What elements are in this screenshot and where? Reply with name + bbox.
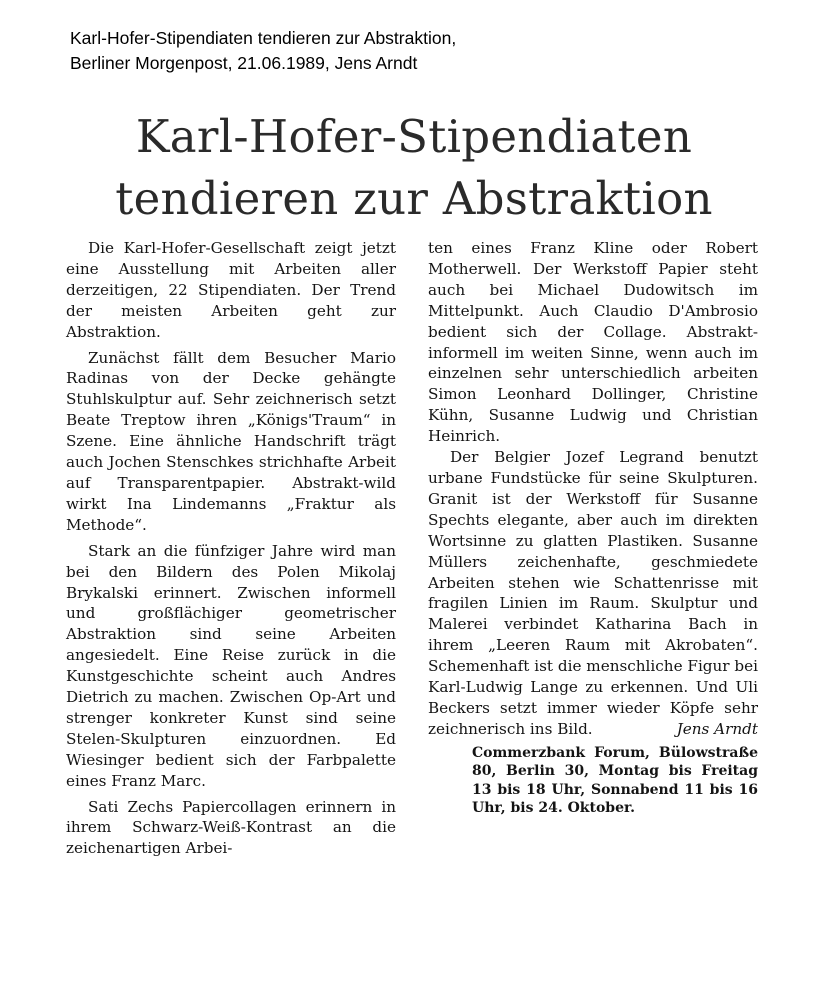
exhibition-info: Commerzbank Forum, Bülowstraße 80, Berlin 30, Montag bis Freitag 13 bis 18 Uhr, Sonnabend 11 bis 16 Uhr, bis 24. Oktober. <box>472 744 758 817</box>
article-paragraph: Stark an die fünfziger Jahre wird man bei den Bildern des Polen Mikolaj Brykalski erinnert. Zwischen informell und großflächiger geometrischer Abstraktion sind seine Arbeiten angesiedelt. Eine Reise zurück in die Kunstgeschichte scheint auch Andres Dietrich zu machen. Zwischen Op-Art und strenger konkreter Kunst sind seine Stelen-Skulpturen einzuordnen. Ed Wiesinger bedient sich der Farbpalette eines Franz Marc. <box>66 541 396 790</box>
article-column-left <box>66 238 396 859</box>
article-paragraph: ten eines Franz Kline oder Robert Motherwell. Der Werkstoff Papier steht auch bei Michael Dudowitsch im Mittelpunkt. Auch Claudio D'Ambrosio bedient sich der Collage. Abstrakt-informell im weiten Sinne, wenn auch im einzelnen sehr unterschiedlich arbeiten Simon Leonhard Dollinger, Christine Kühn, Susanne Ludwig und Christian Heinrich. <box>428 239 758 446</box>
newspaper-clipping <box>58 98 770 940</box>
article-paragraph: Die Karl-Hofer-Gesellschaft zeigt jetzt eine Ausstellung mit Arbeiten aller derzeitigen, 22 Stipendiaten. Der Trend der meisten Arbeiten geht zur Abstraktion. <box>66 239 396 341</box>
article-paragraph: Zunächst fällt dem Besucher Mario Radinas von der Decke gehängte Stuhlskulptur auf. Sehr zeichnerisch setzt Beate Treptow ihren „Königs'Traum“ in Szene. Eine ähnliche Handschrift trägt auch Jochen Stenschkes strichhafte Arbeit auf Transparentpapier. Abstrakt-wild wirkt Ina Lindemanns „Fraktur als Methode“. <box>66 348 396 534</box>
article-author: Jens Arndt <box>676 719 758 738</box>
article-headline <box>58 106 770 230</box>
caption-line-1: Karl-Hofer-Stipendiaten tendieren zur Abstraktion, <box>70 28 457 48</box>
headline-line-2: tendieren zur Abstraktion <box>115 172 713 225</box>
image-caption <box>70 26 770 76</box>
headline-line-1: Karl-Hofer-Stipendiaten <box>135 110 693 163</box>
article-paragraph: Sati Zechs Papiercollagen erinnern in ihrem Schwarz-Weiß-Kontrast an die zeichenartigen Arbei- <box>66 797 396 858</box>
caption-line-2: Berliner Morgenpost, 21.06.1989, Jens Arndt <box>70 53 418 73</box>
article-column-right <box>428 238 758 832</box>
article-paragraph: Der Belgier Jozef Legrand benutzt urbane Fundstücke für seine Skulpturen. Granit ist der Werkstoff für Susanne Spechts elegante, aber auch im direkten Wortsinne zu glatten Plastiken. Susanne Müllers zeichenhafte, geschmiedete Arbeiten stehen wie Schattenrisse mit fragilen Linien im Raum. Skulptur und Malerei verbindet Katharina Bach in ihrem „Leeren Raum mit Akrobaten“. Schemenhaft ist die menschliche Figur bei Karl-Ludwig Lange zu erkennen. Und Uli Beckers setzt immer wieder Köpfe sehr zeichnerisch ins Bild. <box>428 448 758 738</box>
